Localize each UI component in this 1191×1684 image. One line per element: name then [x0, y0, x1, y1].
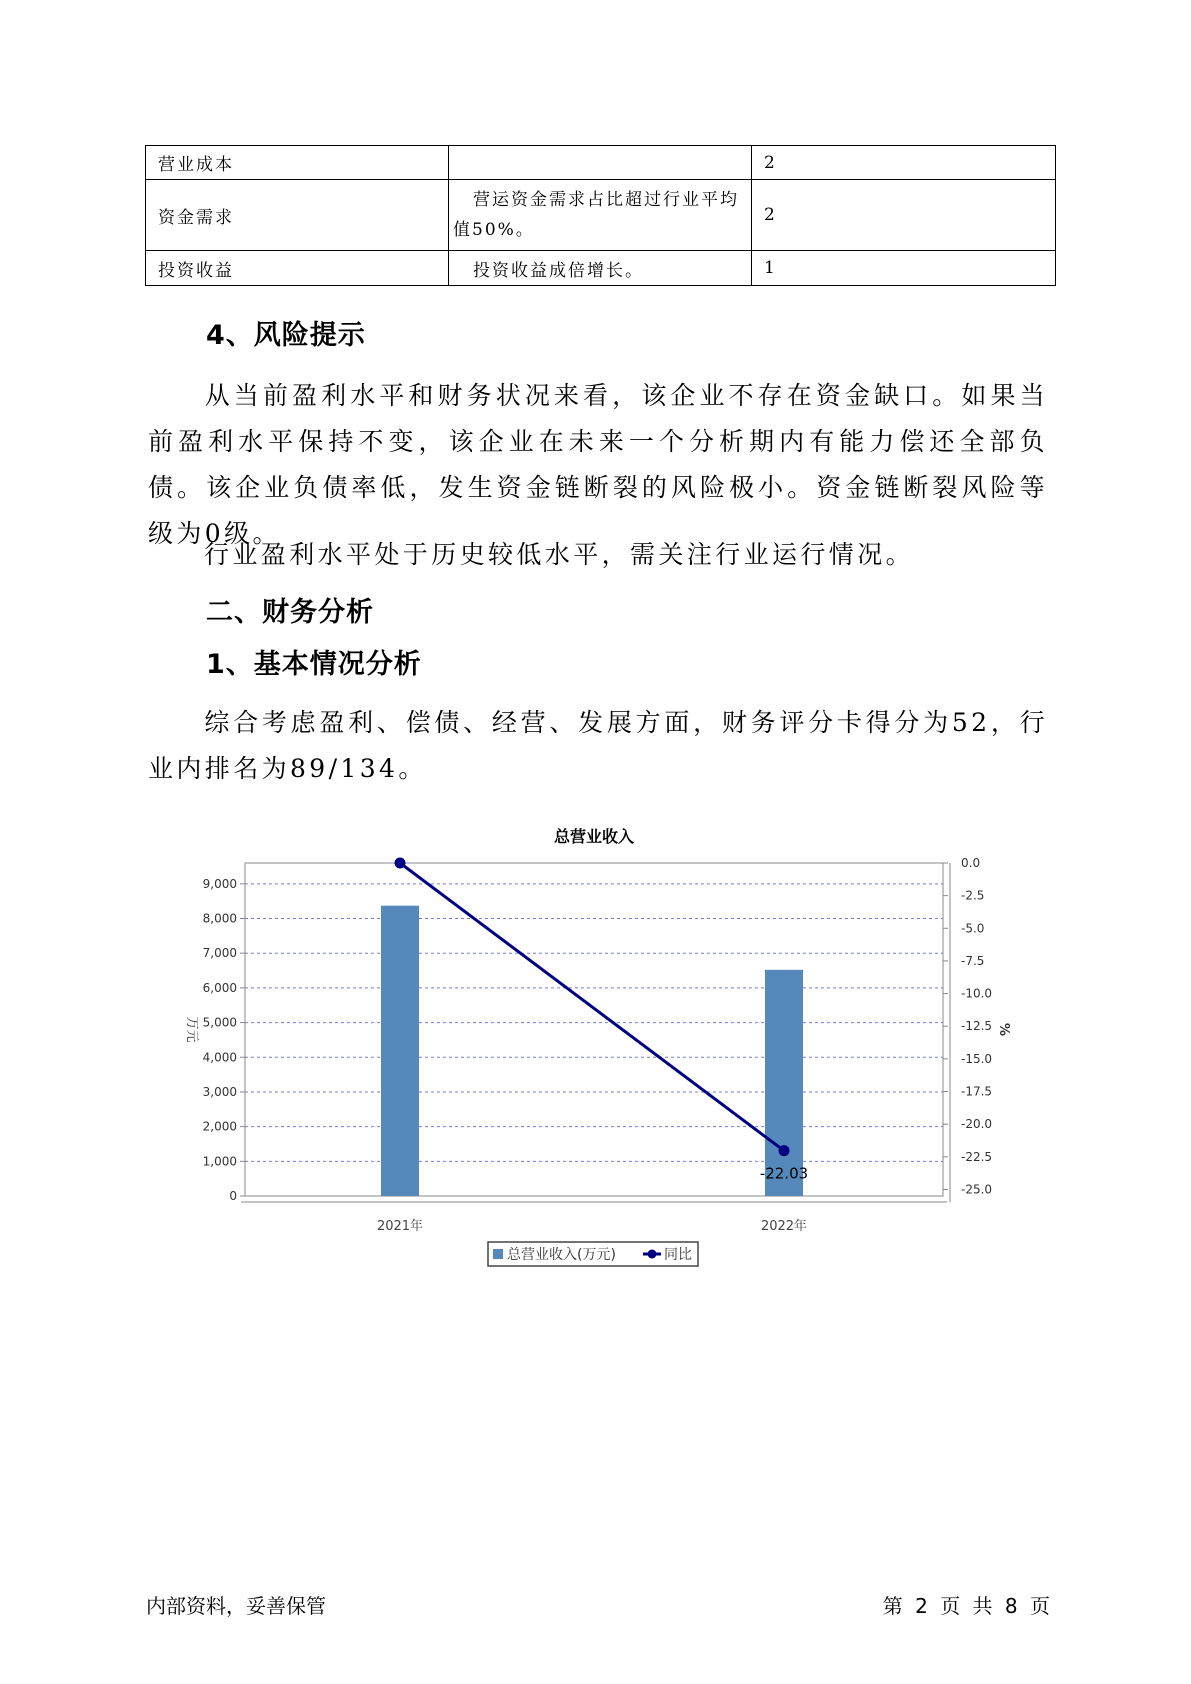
table-row [146, 251, 1056, 286]
revenue-bar [765, 970, 803, 1196]
table-cell-desc [449, 146, 752, 180]
basic-analysis-paragraph-text: 综合考虑盈利、偿债、经营、发展方面，财务评分卡得分为52，行业内排名为89/134。 [148, 708, 1048, 783]
right-tick-label: -7.5 [961, 953, 985, 968]
left-axis-label: 万元 [184, 1016, 199, 1043]
table-cell-desc-line1: 营运资金需求占比超过行业平均 [473, 190, 739, 210]
risk-paragraph-1-text: 从当前盈利水平和财务状况来看，该企业不存在资金缺口。如果当前盈利水平保持不变，该企业在未来一个分析期内有能力偿还全部负债。该企业负债率低，发生资金链断裂的风险极小。资金链断裂风险等级为0级。 [148, 381, 1048, 548]
plot-area [245, 863, 943, 1196]
revenue-chart-svg [170, 820, 1040, 1280]
footer-confidential: 内部资料，妥善保管 [146, 1594, 326, 1618]
right-tick-label: -20.0 [961, 1117, 993, 1132]
x-tick-label: 2021年 [376, 1219, 424, 1234]
table-cell-desc-line2: 值50%。 [453, 220, 535, 240]
right-tick-label: -5.0 [961, 921, 985, 936]
basic-analysis-paragraph [148, 700, 1048, 792]
legend-bar-label: 总营业收入(万元) [507, 1247, 616, 1263]
yoy-point [395, 858, 406, 869]
table-row [146, 146, 1056, 180]
table-cell-score: 2 [752, 180, 1056, 251]
left-tick-label: 0 [229, 1189, 237, 1203]
chart-title: 总营业收入 [553, 827, 635, 846]
right-tick-label: -10.0 [961, 986, 993, 1001]
risk-paragraph-2 [148, 532, 1048, 578]
table-cell-desc [449, 251, 752, 286]
table-cell-score: 2 [752, 146, 1056, 180]
risk-paragraph-1 [148, 373, 1048, 557]
right-axis-label: % [996, 1022, 1011, 1037]
table-cell-item: 投资收益 [146, 251, 449, 286]
footer-page-number: 第 2 页 共 8 页 [882, 1594, 1053, 1618]
basic-analysis-heading: 1、基本情况分析 [206, 649, 422, 680]
left-tick-label: 7,000 [202, 946, 237, 961]
yoy-data-label: -22.03 [759, 1164, 809, 1183]
table-cell-desc [449, 180, 752, 251]
legend-bar-swatch [493, 1249, 503, 1259]
left-tick-label: 5,000 [202, 1015, 237, 1030]
left-tick-label: 6,000 [202, 980, 237, 995]
right-tick-label: 0.0 [961, 856, 981, 870]
risk-table [145, 145, 1056, 286]
legend-line-label: 同比 [664, 1247, 692, 1263]
x-tick-label: 2022年 [760, 1219, 808, 1234]
left-tick-label: 2,000 [202, 1119, 237, 1134]
yoy-point [779, 1145, 790, 1156]
revenue-bar [381, 906, 419, 1196]
legend-line-marker [648, 1250, 657, 1259]
risk-paragraph-2-text: 行业盈利水平处于历史较低水平，需关注行业运行情况。 [204, 540, 915, 569]
table-row [146, 180, 1056, 251]
table-cell-score: 1 [752, 251, 1056, 286]
left-tick-label: 9,000 [202, 876, 237, 891]
table-cell-item: 资金需求 [146, 180, 449, 251]
finance-heading: 二、财务分析 [206, 597, 374, 628]
left-tick-label: 8,000 [202, 911, 237, 926]
revenue-chart [170, 820, 1040, 1280]
table-cell-desc-text: 投资收益成倍增长。 [473, 260, 644, 281]
table-cell-item: 营业成本 [146, 146, 449, 180]
left-tick-label: 4,000 [202, 1050, 237, 1065]
risk-heading: 4、风险提示 [206, 320, 366, 351]
right-tick-label: -12.5 [961, 1019, 993, 1034]
right-tick-label: -25.0 [961, 1182, 993, 1197]
right-tick-label: -17.5 [961, 1084, 993, 1099]
right-tick-label: -15.0 [961, 1051, 993, 1066]
right-tick-label: -2.5 [961, 888, 985, 903]
right-tick-label: -22.5 [961, 1149, 993, 1164]
left-tick-label: 3,000 [202, 1084, 237, 1099]
left-tick-label: 1,000 [202, 1154, 237, 1169]
